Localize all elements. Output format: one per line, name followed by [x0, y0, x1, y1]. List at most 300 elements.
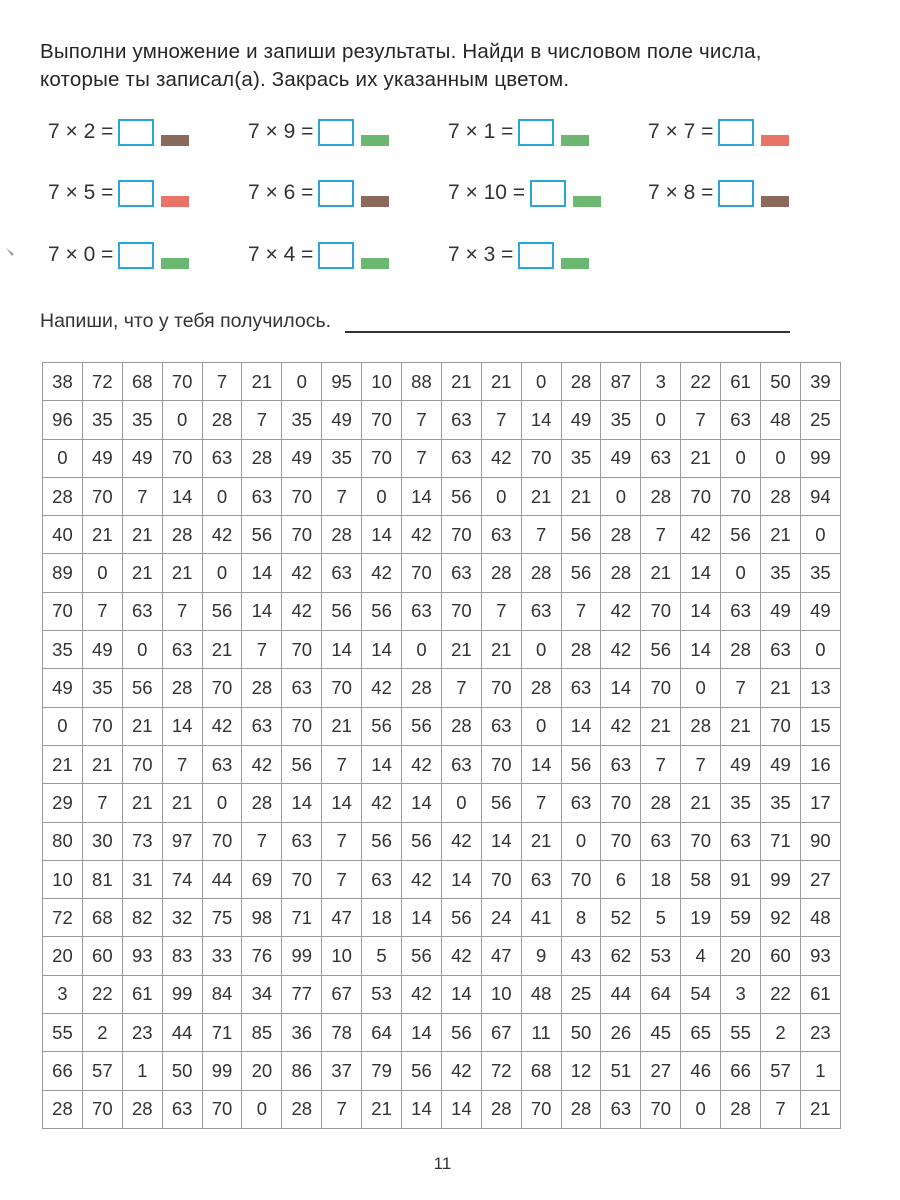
grid-cell[interactable]: 44	[601, 975, 641, 1013]
grid-cell[interactable]: 52	[601, 899, 641, 937]
grid-cell[interactable]: 44	[202, 860, 242, 898]
grid-cell[interactable]: 38	[43, 363, 83, 401]
grid-cell[interactable]: 70	[202, 669, 242, 707]
grid-cell[interactable]: 70	[481, 745, 521, 783]
grid-cell[interactable]: 48	[800, 899, 840, 937]
grid-cell[interactable]: 56	[441, 899, 481, 937]
grid-cell[interactable]: 56	[362, 592, 402, 630]
grid-cell[interactable]: 28	[122, 1090, 162, 1128]
grid-cell[interactable]: 99	[800, 439, 840, 477]
grid-cell[interactable]: 99	[282, 937, 322, 975]
grid-cell[interactable]: 35	[82, 669, 122, 707]
grid-cell[interactable]: 70	[162, 439, 202, 477]
grid-cell[interactable]: 63	[601, 745, 641, 783]
grid-cell[interactable]: 68	[122, 363, 162, 401]
grid-cell[interactable]: 28	[681, 707, 721, 745]
grid-cell[interactable]: 49	[82, 439, 122, 477]
grid-cell[interactable]: 28	[43, 477, 83, 515]
grid-cell[interactable]: 70	[362, 439, 402, 477]
grid-cell[interactable]: 0	[43, 439, 83, 477]
grid-cell[interactable]: 63	[441, 554, 481, 592]
grid-cell[interactable]: 0	[441, 784, 481, 822]
answer-box[interactable]	[718, 119, 754, 146]
grid-cell[interactable]: 0	[641, 401, 681, 439]
grid-cell[interactable]: 14	[441, 1090, 481, 1128]
grid-cell[interactable]: 99	[202, 1052, 242, 1090]
grid-cell[interactable]: 21	[82, 745, 122, 783]
grid-cell[interactable]: 5	[641, 899, 681, 937]
grid-cell[interactable]: 14	[402, 477, 442, 515]
grid-cell[interactable]: 49	[601, 439, 641, 477]
answer-box[interactable]	[118, 180, 154, 207]
grid-cell[interactable]: 21	[561, 477, 601, 515]
grid-cell[interactable]: 28	[242, 669, 282, 707]
grid-cell[interactable]: 3	[43, 975, 83, 1013]
grid-cell[interactable]: 70	[82, 1090, 122, 1128]
grid-cell[interactable]: 64	[641, 975, 681, 1013]
grid-cell[interactable]: 70	[641, 592, 681, 630]
grid-cell[interactable]: 21	[242, 363, 282, 401]
grid-cell[interactable]: 7	[202, 363, 242, 401]
grid-cell[interactable]: 14	[681, 554, 721, 592]
grid-cell[interactable]: 42	[481, 439, 521, 477]
grid-cell[interactable]: 63	[721, 822, 761, 860]
grid-cell[interactable]: 70	[681, 822, 721, 860]
grid-cell[interactable]: 72	[481, 1052, 521, 1090]
grid-cell[interactable]: 42	[202, 707, 242, 745]
grid-cell[interactable]: 63	[481, 707, 521, 745]
grid-cell[interactable]: 63	[282, 669, 322, 707]
grid-cell[interactable]: 28	[601, 516, 641, 554]
grid-cell[interactable]: 70	[282, 631, 322, 669]
grid-cell[interactable]: 14	[242, 554, 282, 592]
grid-cell[interactable]: 63	[242, 707, 282, 745]
answer-box[interactable]	[318, 119, 354, 146]
grid-cell[interactable]: 21	[441, 631, 481, 669]
grid-cell[interactable]: 71	[202, 1014, 242, 1052]
grid-cell[interactable]: 21	[681, 784, 721, 822]
grid-cell[interactable]: 0	[82, 554, 122, 592]
grid-cell[interactable]: 42	[402, 860, 442, 898]
grid-cell[interactable]: 54	[681, 975, 721, 1013]
grid-cell[interactable]: 20	[242, 1052, 282, 1090]
grid-cell[interactable]: 14	[362, 516, 402, 554]
grid-cell[interactable]: 82	[122, 899, 162, 937]
grid-cell[interactable]: 48	[521, 975, 561, 1013]
grid-cell[interactable]: 43	[561, 937, 601, 975]
grid-cell[interactable]: 81	[82, 860, 122, 898]
grid-cell[interactable]: 0	[800, 631, 840, 669]
grid-cell[interactable]: 10	[362, 363, 402, 401]
grid-cell[interactable]: 42	[441, 1052, 481, 1090]
grid-cell[interactable]: 0	[521, 631, 561, 669]
grid-cell[interactable]: 21	[441, 363, 481, 401]
grid-cell[interactable]: 25	[800, 401, 840, 439]
grid-cell[interactable]: 99	[761, 860, 801, 898]
grid-cell[interactable]: 10	[322, 937, 362, 975]
grid-cell[interactable]: 70	[521, 439, 561, 477]
grid-cell[interactable]: 7	[82, 592, 122, 630]
grid-cell[interactable]: 88	[402, 363, 442, 401]
grid-cell[interactable]: 63	[441, 439, 481, 477]
grid-cell[interactable]: 70	[641, 669, 681, 707]
grid-cell[interactable]: 56	[441, 1014, 481, 1052]
grid-cell[interactable]: 55	[721, 1014, 761, 1052]
answer-box[interactable]	[118, 119, 154, 146]
grid-cell[interactable]: 28	[521, 554, 561, 592]
grid-cell[interactable]: 7	[561, 592, 601, 630]
grid-cell[interactable]: 4	[681, 937, 721, 975]
grid-cell[interactable]: 21	[162, 784, 202, 822]
grid-cell[interactable]: 70	[202, 1090, 242, 1128]
grid-cell[interactable]: 0	[122, 631, 162, 669]
grid-cell[interactable]: 14	[402, 899, 442, 937]
grid-cell[interactable]: 56	[402, 822, 442, 860]
grid-cell[interactable]: 14	[362, 631, 402, 669]
grid-cell[interactable]: 93	[122, 937, 162, 975]
grid-cell[interactable]: 14	[561, 707, 601, 745]
grid-cell[interactable]: 28	[601, 554, 641, 592]
grid-cell[interactable]: 56	[402, 707, 442, 745]
grid-cell[interactable]: 57	[82, 1052, 122, 1090]
grid-cell[interactable]: 49	[561, 401, 601, 439]
grid-cell[interactable]: 49	[800, 592, 840, 630]
grid-cell[interactable]: 2	[761, 1014, 801, 1052]
grid-cell[interactable]: 22	[82, 975, 122, 1013]
grid-cell[interactable]: 56	[362, 822, 402, 860]
grid-cell[interactable]: 56	[561, 516, 601, 554]
grid-cell[interactable]: 7	[322, 822, 362, 860]
grid-cell[interactable]: 14	[441, 975, 481, 1013]
grid-cell[interactable]: 68	[82, 899, 122, 937]
grid-cell[interactable]: 35	[282, 401, 322, 439]
grid-cell[interactable]: 28	[561, 363, 601, 401]
grid-cell[interactable]: 21	[481, 631, 521, 669]
grid-cell[interactable]: 7	[322, 745, 362, 783]
grid-cell[interactable]: 14	[322, 784, 362, 822]
grid-cell[interactable]: 46	[681, 1052, 721, 1090]
grid-cell[interactable]: 56	[481, 784, 521, 822]
grid-cell[interactable]: 72	[43, 899, 83, 937]
grid-cell[interactable]: 14	[402, 784, 442, 822]
grid-cell[interactable]: 42	[601, 707, 641, 745]
grid-cell[interactable]: 28	[641, 477, 681, 515]
grid-cell[interactable]: 14	[402, 1014, 442, 1052]
grid-cell[interactable]: 35	[43, 631, 83, 669]
grid-cell[interactable]: 0	[601, 477, 641, 515]
grid-cell[interactable]: 7	[322, 477, 362, 515]
grid-cell[interactable]: 22	[681, 363, 721, 401]
grid-cell[interactable]: 97	[162, 822, 202, 860]
grid-cell[interactable]: 35	[122, 401, 162, 439]
grid-cell[interactable]: 65	[681, 1014, 721, 1052]
grid-cell[interactable]: 63	[282, 822, 322, 860]
grid-cell[interactable]: 0	[43, 707, 83, 745]
grid-cell[interactable]: 63	[122, 592, 162, 630]
grid-cell[interactable]: 15	[800, 707, 840, 745]
grid-cell[interactable]: 63	[441, 745, 481, 783]
write-result-line[interactable]	[345, 313, 790, 333]
grid-cell[interactable]: 63	[402, 592, 442, 630]
grid-cell[interactable]: 56	[402, 937, 442, 975]
grid-cell[interactable]: 14	[521, 745, 561, 783]
grid-cell[interactable]: 58	[681, 860, 721, 898]
grid-cell[interactable]: 56	[202, 592, 242, 630]
answer-box[interactable]	[518, 242, 554, 269]
grid-cell[interactable]: 39	[800, 363, 840, 401]
grid-cell[interactable]: 70	[441, 516, 481, 554]
grid-cell[interactable]: 28	[202, 401, 242, 439]
grid-cell[interactable]: 7	[681, 401, 721, 439]
grid-cell[interactable]: 63	[561, 784, 601, 822]
grid-cell[interactable]: 14	[242, 592, 282, 630]
grid-cell[interactable]: 62	[601, 937, 641, 975]
grid-cell[interactable]: 0	[521, 707, 561, 745]
grid-cell[interactable]: 50	[761, 363, 801, 401]
grid-cell[interactable]: 0	[681, 1090, 721, 1128]
grid-cell[interactable]: 42	[601, 592, 641, 630]
grid-cell[interactable]: 13	[800, 669, 840, 707]
grid-cell[interactable]: 49	[82, 631, 122, 669]
grid-cell[interactable]: 98	[242, 899, 282, 937]
grid-cell[interactable]: 83	[162, 937, 202, 975]
grid-cell[interactable]: 63	[481, 516, 521, 554]
grid-cell[interactable]: 12	[561, 1052, 601, 1090]
grid-cell[interactable]: 70	[561, 860, 601, 898]
grid-cell[interactable]: 48	[761, 401, 801, 439]
grid-cell[interactable]: 21	[800, 1090, 840, 1128]
grid-cell[interactable]: 35	[601, 401, 641, 439]
grid-cell[interactable]: 89	[43, 554, 83, 592]
grid-cell[interactable]: 21	[202, 631, 242, 669]
grid-cell[interactable]: 28	[162, 516, 202, 554]
grid-cell[interactable]: 71	[761, 822, 801, 860]
grid-cell[interactable]: 51	[601, 1052, 641, 1090]
grid-cell[interactable]: 42	[402, 745, 442, 783]
grid-cell[interactable]: 55	[43, 1014, 83, 1052]
answer-box[interactable]	[530, 180, 566, 207]
grid-cell[interactable]: 20	[721, 937, 761, 975]
grid-cell[interactable]: 7	[721, 669, 761, 707]
grid-cell[interactable]: 7	[481, 592, 521, 630]
grid-cell[interactable]: 77	[282, 975, 322, 1013]
grid-cell[interactable]: 49	[761, 745, 801, 783]
grid-cell[interactable]: 61	[800, 975, 840, 1013]
grid-cell[interactable]: 34	[242, 975, 282, 1013]
grid-cell[interactable]: 28	[43, 1090, 83, 1128]
grid-cell[interactable]: 63	[441, 401, 481, 439]
grid-cell[interactable]: 56	[122, 669, 162, 707]
grid-cell[interactable]: 36	[282, 1014, 322, 1052]
grid-cell[interactable]: 21	[521, 477, 561, 515]
grid-cell[interactable]: 22	[761, 975, 801, 1013]
grid-cell[interactable]: 87	[601, 363, 641, 401]
grid-cell[interactable]: 28	[761, 477, 801, 515]
grid-cell[interactable]: 21	[122, 784, 162, 822]
grid-cell[interactable]: 40	[43, 516, 83, 554]
grid-cell[interactable]: 70	[481, 669, 521, 707]
grid-cell[interactable]: 0	[481, 477, 521, 515]
grid-cell[interactable]: 42	[601, 631, 641, 669]
grid-cell[interactable]: 42	[402, 975, 442, 1013]
grid-cell[interactable]: 16	[800, 745, 840, 783]
grid-cell[interactable]: 7	[122, 477, 162, 515]
grid-cell[interactable]: 21	[122, 516, 162, 554]
grid-cell[interactable]: 42	[242, 745, 282, 783]
grid-cell[interactable]: 50	[162, 1052, 202, 1090]
grid-cell[interactable]: 14	[441, 860, 481, 898]
grid-cell[interactable]: 90	[800, 822, 840, 860]
grid-cell[interactable]: 0	[242, 1090, 282, 1128]
grid-cell[interactable]: 7	[521, 784, 561, 822]
grid-cell[interactable]: 21	[481, 363, 521, 401]
grid-cell[interactable]: 67	[322, 975, 362, 1013]
grid-cell[interactable]: 56	[242, 516, 282, 554]
grid-cell[interactable]: 70	[681, 477, 721, 515]
grid-cell[interactable]: 47	[481, 937, 521, 975]
grid-cell[interactable]: 0	[202, 784, 242, 822]
grid-cell[interactable]: 49	[43, 669, 83, 707]
grid-cell[interactable]: 14	[601, 669, 641, 707]
grid-cell[interactable]: 70	[601, 822, 641, 860]
grid-cell[interactable]: 99	[162, 975, 202, 1013]
grid-cell[interactable]: 28	[282, 1090, 322, 1128]
grid-cell[interactable]: 14	[162, 477, 202, 515]
answer-box[interactable]	[518, 119, 554, 146]
grid-cell[interactable]: 63	[242, 477, 282, 515]
grid-cell[interactable]: 63	[721, 592, 761, 630]
grid-cell[interactable]: 96	[43, 401, 83, 439]
grid-cell[interactable]: 29	[43, 784, 83, 822]
grid-cell[interactable]: 76	[242, 937, 282, 975]
grid-cell[interactable]: 28	[162, 669, 202, 707]
grid-cell[interactable]: 7	[402, 439, 442, 477]
grid-cell[interactable]: 70	[282, 707, 322, 745]
grid-cell[interactable]: 26	[601, 1014, 641, 1052]
grid-cell[interactable]: 70	[641, 1090, 681, 1128]
grid-cell[interactable]: 0	[362, 477, 402, 515]
grid-cell[interactable]: 35	[800, 554, 840, 592]
grid-cell[interactable]: 21	[322, 707, 362, 745]
grid-cell[interactable]: 21	[43, 745, 83, 783]
grid-cell[interactable]: 18	[641, 860, 681, 898]
grid-cell[interactable]: 28	[242, 439, 282, 477]
grid-cell[interactable]: 42	[282, 592, 322, 630]
grid-cell[interactable]: 59	[721, 899, 761, 937]
grid-cell[interactable]: 7	[641, 745, 681, 783]
grid-cell[interactable]: 28	[721, 1090, 761, 1128]
grid-cell[interactable]: 78	[322, 1014, 362, 1052]
grid-cell[interactable]: 56	[362, 707, 402, 745]
grid-cell[interactable]: 56	[282, 745, 322, 783]
grid-cell[interactable]: 69	[242, 860, 282, 898]
grid-cell[interactable]: 61	[122, 975, 162, 1013]
grid-cell[interactable]: 49	[282, 439, 322, 477]
grid-cell[interactable]: 63	[601, 1090, 641, 1128]
grid-cell[interactable]: 60	[761, 937, 801, 975]
grid-cell[interactable]: 70	[441, 592, 481, 630]
grid-cell[interactable]: 14	[681, 592, 721, 630]
grid-cell[interactable]: 21	[681, 439, 721, 477]
grid-cell[interactable]: 28	[521, 669, 561, 707]
grid-cell[interactable]: 7	[322, 1090, 362, 1128]
grid-cell[interactable]: 0	[721, 554, 761, 592]
grid-cell[interactable]: 42	[362, 669, 402, 707]
grid-cell[interactable]: 86	[282, 1052, 322, 1090]
grid-cell[interactable]: 21	[761, 516, 801, 554]
grid-cell[interactable]: 84	[202, 975, 242, 1013]
grid-cell[interactable]: 63	[322, 554, 362, 592]
grid-cell[interactable]: 63	[721, 401, 761, 439]
grid-cell[interactable]: 66	[43, 1052, 83, 1090]
grid-cell[interactable]: 7	[82, 784, 122, 822]
grid-cell[interactable]: 21	[122, 707, 162, 745]
grid-cell[interactable]: 95	[322, 363, 362, 401]
grid-cell[interactable]: 61	[721, 363, 761, 401]
grid-cell[interactable]: 42	[202, 516, 242, 554]
grid-cell[interactable]: 7	[441, 669, 481, 707]
grid-cell[interactable]: 42	[402, 516, 442, 554]
grid-cell[interactable]: 64	[362, 1014, 402, 1052]
grid-cell[interactable]: 53	[641, 937, 681, 975]
grid-cell[interactable]: 92	[761, 899, 801, 937]
grid-cell[interactable]: 67	[481, 1014, 521, 1052]
grid-cell[interactable]: 75	[202, 899, 242, 937]
grid-cell[interactable]: 42	[362, 784, 402, 822]
grid-cell[interactable]: 7	[322, 860, 362, 898]
grid-cell[interactable]: 21	[761, 669, 801, 707]
grid-cell[interactable]: 28	[561, 1090, 601, 1128]
grid-cell[interactable]: 56	[721, 516, 761, 554]
grid-cell[interactable]: 70	[162, 363, 202, 401]
grid-cell[interactable]: 70	[43, 592, 83, 630]
grid-cell[interactable]: 28	[561, 631, 601, 669]
grid-cell[interactable]: 21	[721, 707, 761, 745]
grid-cell[interactable]: 32	[162, 899, 202, 937]
grid-cell[interactable]: 72	[82, 363, 122, 401]
grid-cell[interactable]: 27	[641, 1052, 681, 1090]
grid-cell[interactable]: 28	[481, 1090, 521, 1128]
grid-cell[interactable]: 7	[681, 745, 721, 783]
grid-cell[interactable]: 70	[282, 516, 322, 554]
answer-box[interactable]	[718, 180, 754, 207]
grid-cell[interactable]: 93	[800, 937, 840, 975]
grid-cell[interactable]: 35	[561, 439, 601, 477]
grid-cell[interactable]: 35	[761, 784, 801, 822]
grid-cell[interactable]: 42	[282, 554, 322, 592]
grid-cell[interactable]: 3	[721, 975, 761, 1013]
grid-cell[interactable]: 1	[800, 1052, 840, 1090]
grid-cell[interactable]: 28	[641, 784, 681, 822]
grid-cell[interactable]: 37	[322, 1052, 362, 1090]
grid-cell[interactable]: 70	[721, 477, 761, 515]
grid-cell[interactable]: 49	[322, 401, 362, 439]
grid-cell[interactable]: 28	[721, 631, 761, 669]
grid-cell[interactable]: 63	[521, 860, 561, 898]
answer-box[interactable]	[118, 242, 154, 269]
grid-cell[interactable]: 56	[402, 1052, 442, 1090]
grid-cell[interactable]: 14	[681, 631, 721, 669]
grid-cell[interactable]: 70	[82, 477, 122, 515]
grid-cell[interactable]: 14	[162, 707, 202, 745]
grid-cell[interactable]: 63	[761, 631, 801, 669]
grid-cell[interactable]: 70	[202, 822, 242, 860]
grid-cell[interactable]: 70	[322, 669, 362, 707]
grid-cell[interactable]: 45	[641, 1014, 681, 1052]
grid-cell[interactable]: 11	[521, 1014, 561, 1052]
grid-cell[interactable]: 63	[641, 822, 681, 860]
grid-cell[interactable]: 21	[641, 707, 681, 745]
